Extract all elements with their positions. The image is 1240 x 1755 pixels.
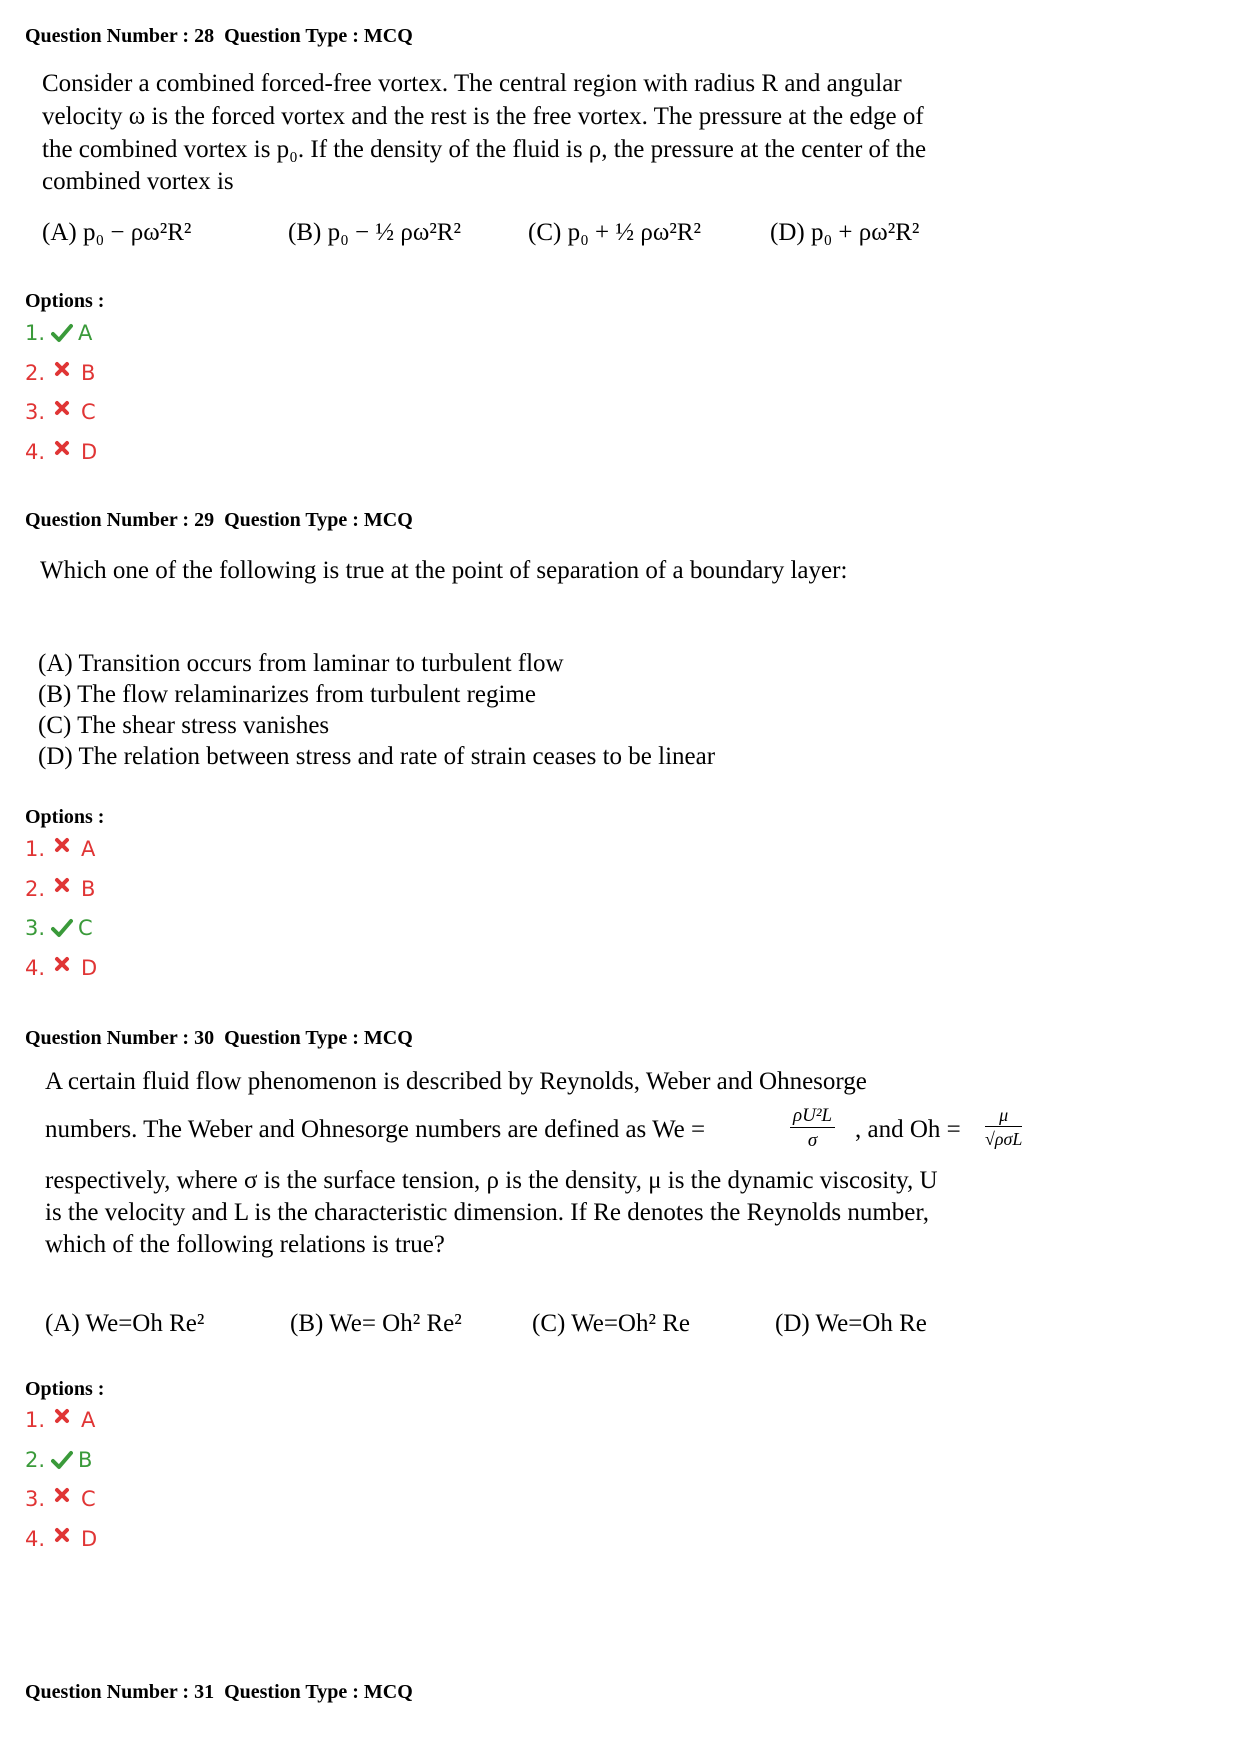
question-30-choice-d: (D) We=Oh Re — [775, 1310, 927, 1337]
option-letter: D — [81, 439, 98, 464]
option-number: 3. — [25, 916, 46, 940]
option-number: 4. — [25, 1526, 46, 1551]
question-28-choice-d: (D) p₀ + ρω²R² — [770, 219, 920, 246]
cross-icon — [51, 956, 81, 980]
options-label-29: Options : — [25, 806, 105, 828]
cross-icon — [51, 361, 81, 385]
option-row — [25, 1405, 95, 1435]
question-30-stem-line-4: is the velocity and L is the characteristic dimension. If Re denotes the Reynolds number, — [45, 1199, 929, 1226]
cross-icon — [51, 877, 81, 901]
option-row — [25, 913, 93, 943]
question-30-choice-b: (B) We= Oh² Re² — [290, 1310, 462, 1337]
option-row — [25, 874, 95, 904]
question-29-choice-c: (C) The shear stress vanishes — [38, 712, 330, 739]
option-letter: B — [78, 1447, 93, 1472]
question-30-stem-line-5: which of the following relations is true? — [45, 1231, 445, 1258]
question-header-29: Question Number : 29 Question Type : MCQ — [25, 509, 413, 531]
weber-denominator: σ — [807, 1130, 818, 1151]
option-letter: D — [81, 1526, 98, 1551]
question-28-stem-line-3: the combined vortex is p₀. If the density of the fluid is ρ, the pressure at the center of the — [42, 136, 927, 163]
option-number: 2. — [25, 1447, 46, 1472]
cross-icon — [51, 1487, 81, 1511]
question-header-28: Question Number : 28 Question Type : MCQ — [25, 25, 413, 47]
cross-icon — [51, 1408, 81, 1432]
question-30-choice-a: (A) We=Oh Re² — [45, 1310, 205, 1337]
question-30-stem-line-3: respectively, where σ is the surface tension, ρ is the density, μ is the dynamic viscosity, U — [45, 1167, 938, 1194]
question-29-choice-a: (A) Transition occurs from laminar to turbulent flow — [38, 650, 564, 677]
option-number: 2. — [25, 876, 46, 901]
option-number: 3. — [25, 400, 46, 424]
option-number: 2. — [25, 360, 46, 385]
check-icon — [51, 1450, 78, 1470]
option-row — [25, 834, 95, 864]
option-row — [25, 318, 92, 348]
option-letter: B — [81, 360, 96, 385]
option-letter: C — [78, 916, 93, 940]
question-header-30: Question Number : 30 Question Type : MCQ — [25, 1027, 413, 1049]
options-label-30: Options : — [25, 1378, 105, 1400]
question-29-stem-line-1: Which one of the following is true at the point of separation of a boundary layer: — [40, 557, 848, 584]
question-30-stem-line-2: numbers. The Weber and Ohnesorge numbers are defined as We = — [45, 1116, 706, 1143]
weber-fraction — [790, 1105, 835, 1152]
cross-icon — [51, 837, 81, 861]
option-number: 4. — [25, 955, 46, 980]
question-28-stem-line-4: combined vortex is — [42, 168, 234, 195]
question-30-stem-and-oh: , and Oh = — [855, 1116, 961, 1143]
question-29-choice-b: (B) The flow relaminarizes from turbulent regime — [38, 681, 536, 708]
option-letter: A — [78, 321, 93, 345]
weber-numerator: ρU²L — [790, 1105, 835, 1128]
ohnesorge-denominator: √ρσL — [985, 1129, 1023, 1149]
options-label-28: Options : — [25, 290, 105, 312]
question-30-stem-line-1: A certain fluid flow phenomenon is described by Reynolds, Weber and Ohnesorge — [45, 1068, 867, 1095]
option-letter: D — [81, 955, 98, 980]
question-28-stem-line-1: Consider a combined forced-free vortex. The central region with radius R and angular — [42, 70, 902, 97]
option-row — [25, 953, 97, 983]
option-row — [25, 437, 97, 467]
option-letter: A — [81, 837, 96, 861]
question-29-choice-d: (D) The relation between stress and rate of strain ceases to be linear — [38, 743, 716, 770]
cross-icon — [51, 400, 81, 424]
cross-icon — [51, 1527, 81, 1551]
option-letter: A — [81, 1408, 96, 1432]
ohnesorge-fraction — [985, 1105, 1022, 1150]
option-number: 3. — [25, 1487, 46, 1511]
question-30-choice-c: (C) We=Oh² Re — [532, 1310, 690, 1337]
option-number: 1. — [25, 321, 46, 345]
question-28-choice-a: (A) p₀ − ρω²R² — [42, 219, 192, 246]
option-letter: C — [81, 1487, 96, 1511]
option-letter: B — [81, 876, 96, 901]
question-28-stem-line-2: velocity ω is the forced vortex and the rest is the free vortex. The pressure at the edge of — [42, 103, 924, 130]
question-28-choice-c: (C) p₀ + ½ ρω²R² — [528, 219, 701, 246]
cross-icon — [51, 440, 81, 464]
option-row — [25, 1524, 97, 1554]
option-row — [25, 397, 96, 427]
question-28-choice-b: (B) p₀ − ½ ρω²R² — [288, 219, 461, 246]
option-row — [25, 1445, 92, 1475]
option-letter: C — [81, 400, 96, 424]
option-row — [25, 1484, 96, 1514]
option-number: 1. — [25, 1408, 46, 1432]
option-number: 4. — [25, 439, 46, 464]
ohnesorge-numerator: μ — [985, 1105, 1022, 1127]
check-icon — [51, 918, 78, 938]
check-icon — [51, 323, 78, 343]
question-header-31: Question Number : 31 Question Type : MCQ — [25, 1681, 413, 1703]
option-row — [25, 358, 95, 388]
option-number: 1. — [25, 837, 46, 861]
